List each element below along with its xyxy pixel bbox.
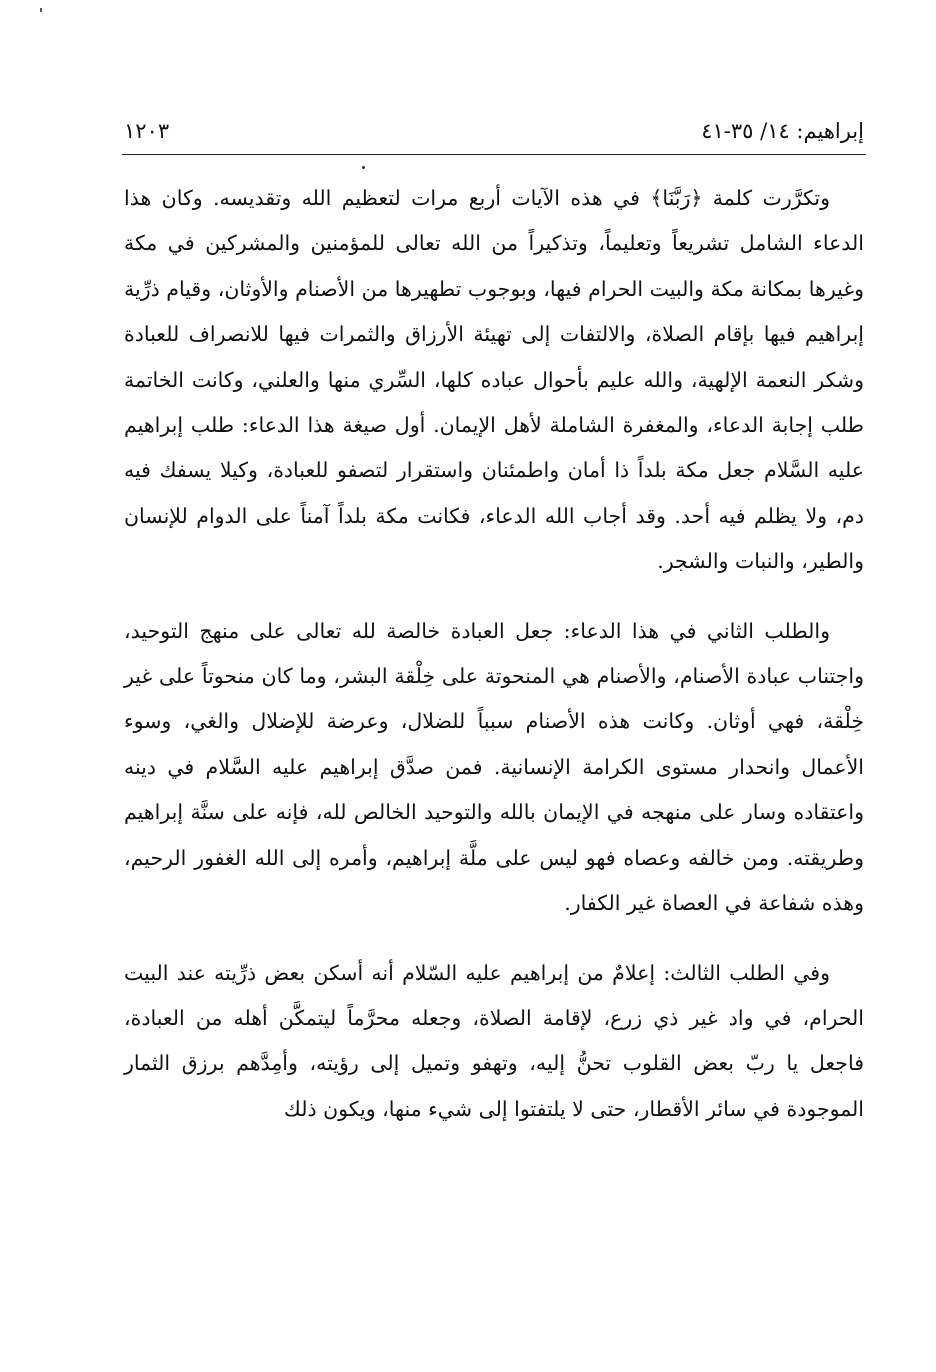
header-title: إبراهيم: ١٤/ ٣٥-٤١ bbox=[701, 119, 864, 143]
running-header bbox=[124, 114, 864, 148]
page-number: ١٢٠٣ bbox=[124, 119, 170, 143]
paragraph-gap bbox=[124, 927, 864, 951]
printer-dot bbox=[362, 166, 365, 169]
paragraph-3: وفي الطلب الثالث: إعلامٌ من إبراهيم عليه السّلام أنه أسكن بعض ذرِّيته عند البيت الحرام، في واد غير ذي زرع، لإقامة الصلاة، وجعله محرَّماً ليتمكَّن أهله من العبادة، فاجعل يا ربّ بعض القلوب تحنُّ إليه، وتهفو وتميل إلى رؤيته، وأمِدَّهم برزق الثمار الموجودة في سائر الأقطار، حتى لا يلتفتوا إلى شيء منها، ويكون ذلك bbox=[124, 960, 864, 1121]
header-rule bbox=[122, 154, 866, 155]
body-text bbox=[124, 176, 864, 1132]
scan-mark bbox=[40, 8, 42, 12]
paragraph-gap bbox=[124, 585, 864, 609]
paragraph-2: والطلب الثاني في هذا الدعاء: جعل العبادة خالصة لله تعالى على منهج التوحيد، واجتناب عبادة الأصنام، والأصنام هي المنحوتة على خِلْقة البشر، وما كان منحوتاً على غير خِلْقة، فهي أوثان. وكانت هذه الأصنام سبباً للضلال، وعرضة للإضلال والغي، وسوء الأعمال وانحدار مستوى الكرامة الإنسانية. فمن صدَّق إبراهيم عليه السَّلام في دينه واعتقاده وسار على منهجه في الإيمان بالله والتوحيد الخالص لله، فإنه على سنَّة إبراهيم وطريقته. ومن خالفه وعصاه فهو ليس على ملَّة إبراهيم، وأمره إلى الله الغفور الرحيم، وهذه شفاعة في العصاة غير الكفار. bbox=[124, 618, 864, 916]
paragraph-1: وتكرَّرت كلمة ﴿رَبَّنَا﴾ في هذه الآيات أربع مرات لتعظيم الله وتقديسه. وكان هذا الدعاء الشامل تشريعاً وتعليماً، وتذكيراً من الله تعالى للمؤمنين والمشركين في مكة وغيرها بمكانة مكة والبيت الحرام فيها، وبوجوب تطهيرها من الأصنام والأوثان، وقيام ذرِّية إبراهيم فيها بإقام الصلاة، والالتفات إلى تهيئة الأرزاق والثمرات فيها للانصراف للعبادة وشكر النعمة الإلهية، والله عليم بأحوال عباده كلها، السِّري منها والعلني، وكانت الخاتمة طلب إجابة الدعاء، والمغفرة الشاملة لأهل الإيمان. أول صيغة هذا الدعاء: طلب إبراهيم عليه السَّلام جعل مكة بلداً ذا أمان واطمئنان واستقرار لتصفو للعبادة، وكيلا يسفك فيه دم، ولا يظلم فيه أحد. وقد أجاب الله الدعاء، فكانت مكة بلداً آمناً على الدوام للإنسان والطير، والنبات والشجر. bbox=[124, 186, 864, 574]
